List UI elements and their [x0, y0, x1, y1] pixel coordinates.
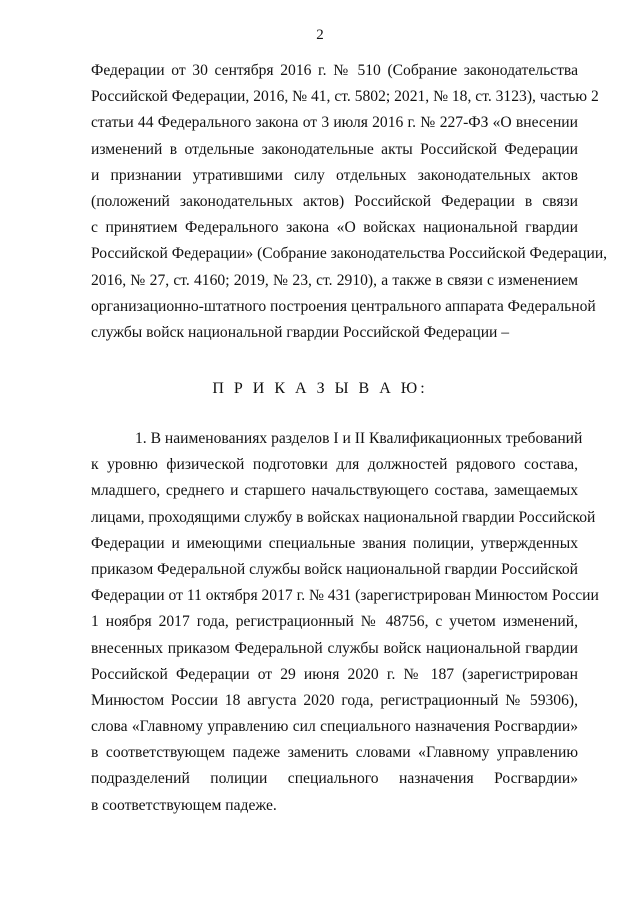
text-line: Федерации от 11 октября 2017 г. № 431 (зарегистрирован Минюстом России [91, 587, 599, 605]
text-line: подразделений полиции специального назначения Росгвардии» [91, 770, 578, 788]
text-line: статьи 44 Федерального закона от 3 июля 2016 г. № 227-ФЗ «О внесении [91, 114, 578, 132]
text-line: с принятием Федерального закона «О войсках национальной гвардии [91, 219, 578, 237]
text-line: и признании утратившими силу отдельных законодательных актов [91, 166, 578, 184]
text-line: слова «Главному управлению сил специального назначения Росгвардии» [91, 718, 578, 736]
text-line: 1 ноября 2017 года, регистрационный № 48756, с учетом изменений, [91, 613, 578, 631]
text-line: изменений в отдельные законодательные акты Российской Федерации [91, 140, 578, 158]
text-line: организационно-штатного построения центрального аппарата Федеральной [91, 297, 596, 315]
text-line: лицами, проходящими службу в войсках национальной гвардии Российской [91, 508, 596, 526]
text-line: Российской Федерации, 2016, № 41, ст. 5802; 2021, № 18, ст. 3123), частью 2 [91, 88, 599, 106]
text-line: внесенных приказом Федеральной службы войск национальной гвардии [91, 639, 578, 657]
text-line: 2016, № 27, ст. 4160; 2019, № 23, ст. 2910), а также в связи с изменением [91, 271, 578, 289]
text-line: приказом Федеральной службы войск национальной гвардии Российской [91, 560, 578, 578]
text-line: к уровню физической подготовки для должностей рядового состава, [91, 456, 578, 474]
text-line: (положений законодательных актов) Российской Федерации в связи [91, 192, 578, 210]
text-line: младшего, среднего и старшего начальствующего состава, замещаемых [91, 482, 578, 500]
clause-1-paragraph [91, 426, 599, 819]
text-line: Российской Федерации от 29 июня 2020 г. № 187 (зарегистрирован [91, 665, 578, 683]
text-line: 1. В наименованиях разделов I и II Квалификационных требований [135, 430, 583, 447]
text-line: Минюстом России 18 августа 2020 года, регистрационный № 59306), [91, 691, 578, 709]
order-heading: П Р И К А З Ы В А Ю: [212, 380, 428, 397]
text-line: в соответствующем падеже заменить словами «Главному управлению [91, 744, 578, 762]
text-line: в соответствующем падеже. [91, 796, 277, 814]
page-number: 2 [316, 27, 324, 43]
text-line: Федерации от 30 сентября 2016 г. № 510 (Собрание законодательства [91, 62, 578, 79]
text-line: Российской Федерации» (Собрание законодательства Российской Федерации, [91, 245, 608, 263]
preamble-paragraph [91, 58, 608, 346]
text-line: службы войск национальной гвардии Российской Федерации – [91, 323, 510, 341]
text-line: Федерации и имеющими специальные звания полиции, утвержденных [91, 534, 578, 552]
